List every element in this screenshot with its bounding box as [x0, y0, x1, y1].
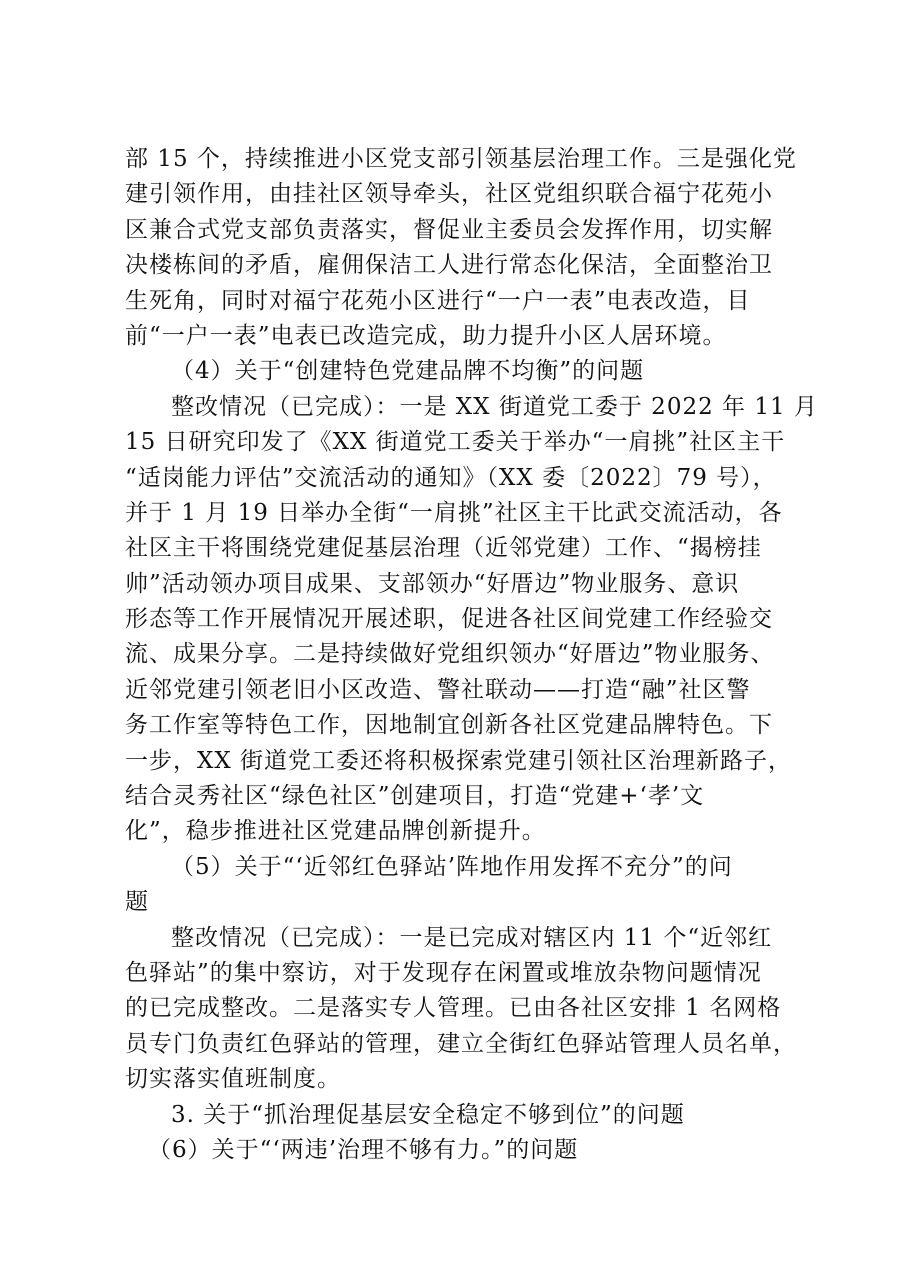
text-line: 帅”活动领办项目成果、支部领办“好厝边”物业服务、意识 [125, 570, 740, 597]
text-line: 色驿站”的集中察访，对于发现存在闲置或堆放杂物问题情况 [125, 959, 762, 986]
text-line: 结合灵秀社区“绿色社区”创建项目，打造“党建+‘孝’文 [125, 783, 705, 810]
text-line: 决楼栋间的矛盾，雇佣保洁工人进行常态化保洁，全面整治卫 [125, 252, 773, 279]
section-heading-3: 3. 关于“抓治理促基层安全稳定不够到位”的问题 [171, 1101, 685, 1128]
text-line: 15 日研究印发了《XX 街道党工委关于举办“一肩挑”社区主干 [125, 429, 786, 456]
text-line: 员专门负责红色驿站的管理，建立全街红色驿站管理人员名单， [125, 1030, 797, 1057]
text-line: 化”，稳步推进社区党建品牌创新提升。 [125, 818, 546, 845]
text-line: 的已完成整改。二是落实专人管理。已由各社区安排 1 名网格 [125, 995, 782, 1022]
text-line: 整改情况（已完成）：一是 XX 街道党工委于 2022 年 11 月 [171, 393, 818, 420]
text-line: 并于 1 月 19 日举办全街“一肩挑”社区主干比武交流活动，各 [125, 499, 783, 526]
text-line: 一步，XX 街道党工委还将积极探索党建引领社区治理新路子， [125, 747, 793, 774]
text-line: 建引领作用，由挂社区领导牵头，社区党组织联合福宁花苑小 [125, 181, 773, 208]
subheading-6: （6）关于“‘两违’治理不够有力。”的问题 [148, 1136, 579, 1163]
subheading-5: （5）关于“‘近邻红色驿站’阵地作用发挥不充分”的问 [171, 853, 733, 880]
text-line: 生死角，同时对福宁花苑小区进行“一户一表”电表改造，目 [125, 287, 751, 314]
text-line: 社区主干将围绕党建促基层治理（近邻党建）工作、“揭榜挂 [125, 535, 762, 562]
text-line: 题 [125, 889, 149, 916]
text-line: 务工作室等特色工作，因地制宜创新各社区党建品牌特色。下 [125, 712, 773, 739]
text-line: 区兼合式党支部负责落实，督促业主委员会发挥作用，切实解 [125, 216, 773, 243]
text-line: 形态等工作开展情况开展述职，促进各社区间党建工作经验交 [125, 606, 773, 633]
text-line: 近邻党建引领老旧小区改造、警社联动——打造“融”社区警 [125, 676, 751, 703]
text-line: 切实落实值班制度。 [125, 1066, 341, 1093]
body-text [125, 142, 818, 1168]
text-line: 前“一户一表”电表已改造完成，助力提升小区人居环境。 [125, 322, 727, 349]
text-line: 部 15 个，持续推进小区党支部引领基层治理工作。三是强化党 [125, 146, 797, 172]
text-line: 流、成果分享。二是持续做好党组织领办“好厝边”物业服务、 [125, 641, 775, 668]
text-line: 整改情况（已完成）：一是已完成对辖区内 11 个“近邻红 [171, 924, 773, 951]
subheading-4: （4）关于“创建特色党建品牌不均衡”的问题 [171, 358, 645, 385]
text-line: “适岗能力评估”交流活动的通知》（XX 委〔2022〕79 号）， [125, 464, 777, 491]
